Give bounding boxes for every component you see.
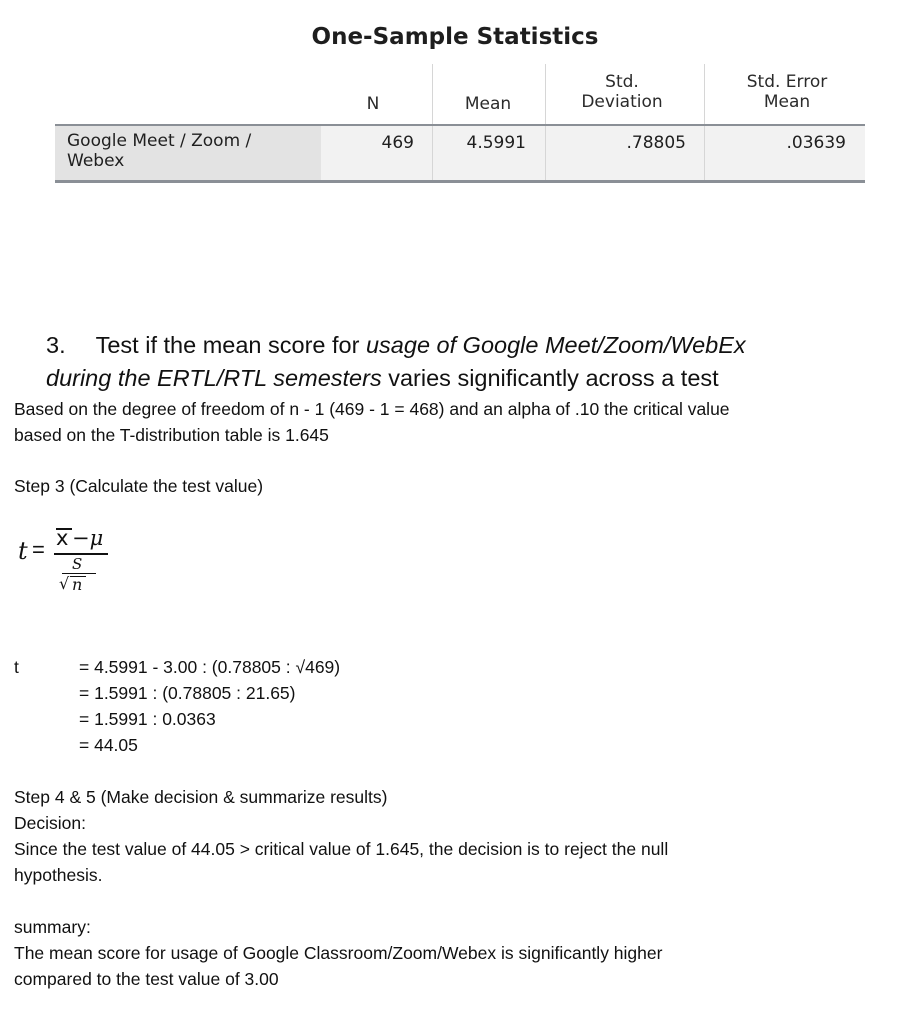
table-title: One-Sample Statistics: [311, 24, 599, 50]
calc-label: t: [14, 657, 19, 677]
header-std-error-mean: Std. Error Mean: [746, 72, 828, 112]
calc-line: = 44.05: [79, 735, 138, 755]
question-post: varies significantly across a test: [388, 365, 719, 391]
summary-text: The mean score for usage of Google Classroom/Zoom/Webex is significantly higher compared to the test value of 3.00: [14, 943, 663, 989]
calc-line: = 4.5991 - 3.00 : (0.78805 : √469): [79, 657, 341, 677]
calc-line: = 1.5991 : (0.78805 : 21.65): [79, 683, 296, 703]
cell-std-error: .03639: [786, 133, 846, 153]
cell-mean: 4.5991: [466, 133, 526, 153]
question-pre: Test if the mean score for: [95, 332, 360, 358]
step45-heading: Step 4 & 5 (Make decision & summarize results): [14, 787, 388, 807]
question-number: 3.: [46, 332, 66, 358]
header-rule: [55, 124, 865, 126]
sqrt-icon: √: [59, 574, 70, 593]
critical-value-text: Based on the degree of freedom of n - 1 (469 - 1 = 468) and an alpha of .10 the critical value based on the T-distribution table is 1.645: [14, 399, 730, 445]
calc-line: = 1.5991 : 0.0363: [79, 709, 216, 729]
formula-s: S: [72, 555, 83, 573]
question-italic-2: during the ERTL/RTL semesters: [46, 365, 382, 391]
question-line-2: [46, 362, 719, 395]
header-mean: Mean: [464, 94, 512, 114]
step3-heading: Step 3 (Calculate the test value): [14, 476, 264, 496]
summary-section: [14, 914, 662, 992]
header-std-deviation: Std. Deviation: [581, 72, 663, 112]
table-bottom-rule: [55, 180, 865, 183]
formula-t: t: [18, 537, 28, 565]
calc-lines: [79, 654, 340, 758]
formula-n: n: [72, 575, 83, 594]
decision-label: Decision:: [14, 813, 86, 833]
decision-text: Since the test value of 44.05 > critical value of 1.645, the decision is to reject the null hypothesis.: [14, 839, 669, 885]
formula-xbar: x: [56, 526, 69, 550]
formula-minus-mu: −μ: [72, 526, 104, 550]
question-line-1: [46, 329, 746, 362]
col-divider: [432, 64, 433, 181]
summary-label: summary:: [14, 917, 91, 937]
col-divider: [704, 64, 705, 181]
col-divider: [545, 64, 546, 181]
question-italic-1: usage of Google Meet/Zoom/WebEx: [365, 332, 746, 358]
formula-equals: =: [32, 537, 45, 562]
t-formula: [14, 520, 124, 600]
header-n: N: [366, 94, 380, 114]
step45-section: [14, 784, 668, 888]
cell-n: 469: [381, 133, 414, 153]
row-label: Google Meet / Zoom / Webex: [67, 131, 252, 171]
cell-std-deviation: .78805: [626, 133, 686, 153]
